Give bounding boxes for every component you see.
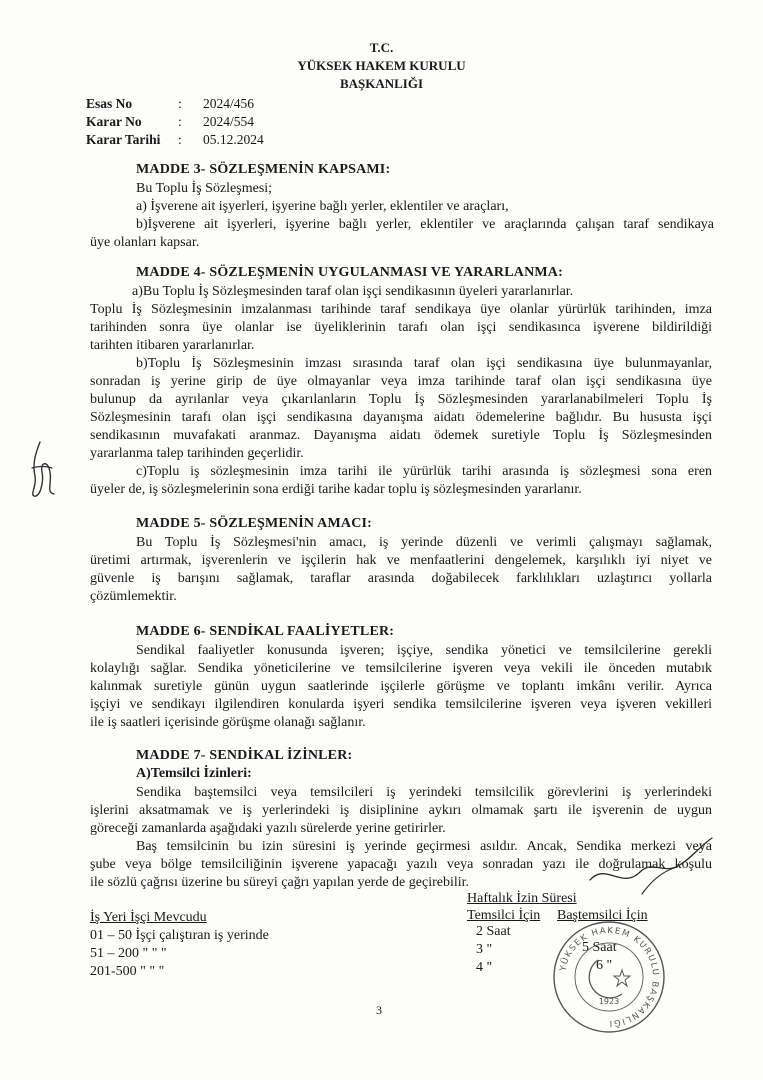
header-tc: T.C. bbox=[369, 40, 394, 55]
table-col1-header: İş Yeri İşçi Mevcudu bbox=[90, 910, 207, 925]
m6-line: Sendikal faaliyetler konusunda işveren; işçiye, sendika yönetici ve temsilcilerine gerekli bbox=[136, 643, 712, 658]
meta-tarih-label: Karar Tarihi bbox=[86, 132, 161, 147]
official-seal-icon bbox=[550, 918, 668, 1036]
table-col2-header: Temsilci İçin bbox=[467, 908, 541, 923]
m3-line: a) İşverene ait işyerleri, işyerine bağlı yerler, eklentiler ve araçları, bbox=[136, 199, 509, 214]
table-row-range: 51 – 200 " " " bbox=[90, 946, 167, 961]
table-right-title: Haftalık İzin Süresi bbox=[467, 891, 577, 906]
m6-line: kalınmak suretiyle günün uygun saatlerinde işçilerle görüşme ve toplantı imkânı verilir. Ayrıca bbox=[90, 679, 712, 694]
m6-heading: MADDE 6- SENDİKAL FAALİYETLER: bbox=[136, 624, 395, 639]
table-row-bastemsilci: 6 " bbox=[596, 958, 613, 973]
table-row-temsilci: 2 Saat bbox=[476, 924, 511, 939]
m3-line: üye olanları kapsar. bbox=[90, 235, 200, 250]
page-number: 3 bbox=[376, 1003, 382, 1017]
m7-line: Sendika baştemsilci veya temsilcileri iş yerindeki temsilcilik görevlerini iş yerlerindeki bbox=[136, 785, 712, 800]
m6-line: kolaylığı sağlar. Sendika yöneticilerine ve temsilcilerine işveren veya vekili ile önceden mutabık bbox=[90, 661, 712, 676]
m4-line: yararlanma talep tarihinden geçerlidir. bbox=[90, 446, 304, 461]
table-row-temsilci: 4 " bbox=[476, 960, 493, 975]
m3-line: b)İşverene ait işyerleri, işyerine bağlı yerler, eklentiler ve araçlarında çalışan taraf sendikaya bbox=[136, 217, 714, 232]
m6-line: işçiyi ve sendikayı ilgilendiren konularda işyeri sendika temsilcilerine işveren veya işveren vekilleri bbox=[90, 697, 712, 712]
meta-esas-label: Esas No bbox=[86, 96, 133, 111]
m7-line: işlerini aksatmamak ve iş yerlerindeki iş disiplinine aykırı olmamak şartı ile işverenin de uygun bbox=[90, 803, 712, 818]
m4-line: tarihinden sonra üye olanlar ise üyeliklerinin tarafı olan işçi sendikasınca işverene bildirildiği bbox=[90, 320, 712, 335]
meta-tarih-value: 05.12.2024 bbox=[203, 132, 264, 147]
m4-line: b)Toplu İş Sözleşmesinin imzası sırasında taraf olan işçi sendikasına üye bulunmayanlar, bbox=[136, 356, 712, 371]
signature-scribble bbox=[582, 832, 722, 902]
m7-line: Baş temsilcinin bu izin süresini iş yerinde geçirmesi asıldır. Ancak, Sendika merkezi veya bbox=[136, 839, 712, 854]
svg-text:YÜKSEK HAKEM KURULU BAŞKANLIĞI: YÜKSEK HAKEM KURULU BAŞKANLIĞI bbox=[558, 925, 661, 1029]
m3-heading: MADDE 3- SÖZLEŞMENİN KAPSAMI: bbox=[136, 162, 391, 177]
meta-karar-label: Karar No bbox=[86, 114, 142, 129]
m4-line: c)Toplu iş sözleşmesinin imza tarihi ile yürürlük tarihi arasında iş sözleşmesi sona eren bbox=[136, 464, 712, 479]
m4-line: sonradan iş yerine girip de üye olmayanlar veya imza tarihinde taraf olan işçi sendikasına üye bbox=[90, 374, 712, 389]
m5-line: güvenle iş barışını sağlamak, taraflar arasında doğabilecek farklılıkları uzlaştırıcı yollarla bbox=[90, 571, 712, 586]
meta-esas-colon: : bbox=[178, 96, 182, 111]
handwritten-initial-mark bbox=[26, 438, 60, 500]
m3-line: Bu Toplu İş Sözleşmesi; bbox=[136, 181, 273, 196]
m4-line: üyeler de, iş sözleşmelerinin sona erdiği tarihe kadar toplu iş sözleşmesinden yararlanır. bbox=[90, 482, 582, 497]
m5-heading: MADDE 5- SÖZLEŞMENİN AMACI: bbox=[136, 516, 373, 531]
m4-line: a)Bu Toplu İş Sözleşmesinden taraf olan işçi sendikasının üyeleri yararlanırlar. bbox=[132, 284, 574, 299]
table-col3-header: Baştemsilci İçin bbox=[557, 908, 648, 923]
header-presidency: BAŞKANLIĞI bbox=[339, 76, 424, 91]
m7-line: şube veya bölge temsilciliğinin işverene yapacağı yazılı veya sonradan yazı ile doğrulamak koşulu bbox=[90, 857, 712, 872]
m7-subheading: A)Temsilci İzinleri: bbox=[136, 766, 252, 781]
m7-line: göreceği zamanlarda aşağıdaki yazılı sürelerde yerine getirirler. bbox=[90, 821, 446, 836]
table-row-bastemsilci: 5 Saat bbox=[582, 940, 617, 955]
meta-karar-colon: : bbox=[178, 114, 182, 129]
header-institution: YÜKSEK HAKEM KURULU bbox=[297, 58, 466, 73]
meta-tarih-colon: : bbox=[178, 132, 182, 147]
m4-line: Sözleşmesinin tarafı olan işçi sendikasına dayanışma aidatı ödemelerine bağlıdır. Bu hususta işçi bbox=[90, 410, 712, 425]
m5-line: çözümlemektir. bbox=[90, 589, 177, 604]
m7-heading: MADDE 7- SENDİKAL İZİNLER: bbox=[136, 748, 353, 763]
m4-line: Toplu İş Sözleşmesinin imzalanması tarihinde taraf sendikaya üye olanlar yürürlük tarihinden, imza bbox=[90, 302, 712, 317]
table-row-range: 201-500 " " " bbox=[90, 964, 165, 979]
m5-line: üretimi artırmak, işverenlerin ve işçilerin hak ve menfaatlerini dengelemek, karşılıklı iyi niyet ve bbox=[90, 553, 712, 568]
meta-karar-value: 2024/554 bbox=[203, 114, 255, 129]
meta-esas-value: 2024/456 bbox=[203, 96, 255, 111]
seal-year: 1923 bbox=[598, 997, 620, 1006]
table-row-range: 01 – 50 İşçi çalıştıran iş yerinde bbox=[90, 928, 269, 943]
m4-heading: MADDE 4- SÖZLEŞMENİN UYGULANMASI VE YARARLANMA: bbox=[136, 265, 563, 280]
m4-line: sendikasının muvafakati aranmaz. Dayanışma aidatı ödemek suretiyle Toplu İş Sözleşmesinden bbox=[90, 428, 712, 443]
table-row-temsilci: 3 " bbox=[476, 942, 493, 957]
m4-line: tarihten itibaren yararlanırlar. bbox=[90, 338, 255, 353]
m7-line: ile sözlü çağrısı üzerine bu süreyi çağrı yapılan yerde de geçirebilir. bbox=[90, 875, 470, 890]
m4-line: bulunup da ayrılanlar veya çıkarılanların Toplu İş Sözleşmesinden yararlanabilmeleri Toplu İş bbox=[90, 392, 712, 407]
m6-line: ile iş saatleri içerisinde görüşme olanağı sağlanır. bbox=[90, 715, 366, 730]
m5-line: Bu Toplu İş Sözleşmesi'nin amacı, iş yerinde düzenli ve verimli çalışmayı sağlamak, bbox=[136, 535, 712, 550]
